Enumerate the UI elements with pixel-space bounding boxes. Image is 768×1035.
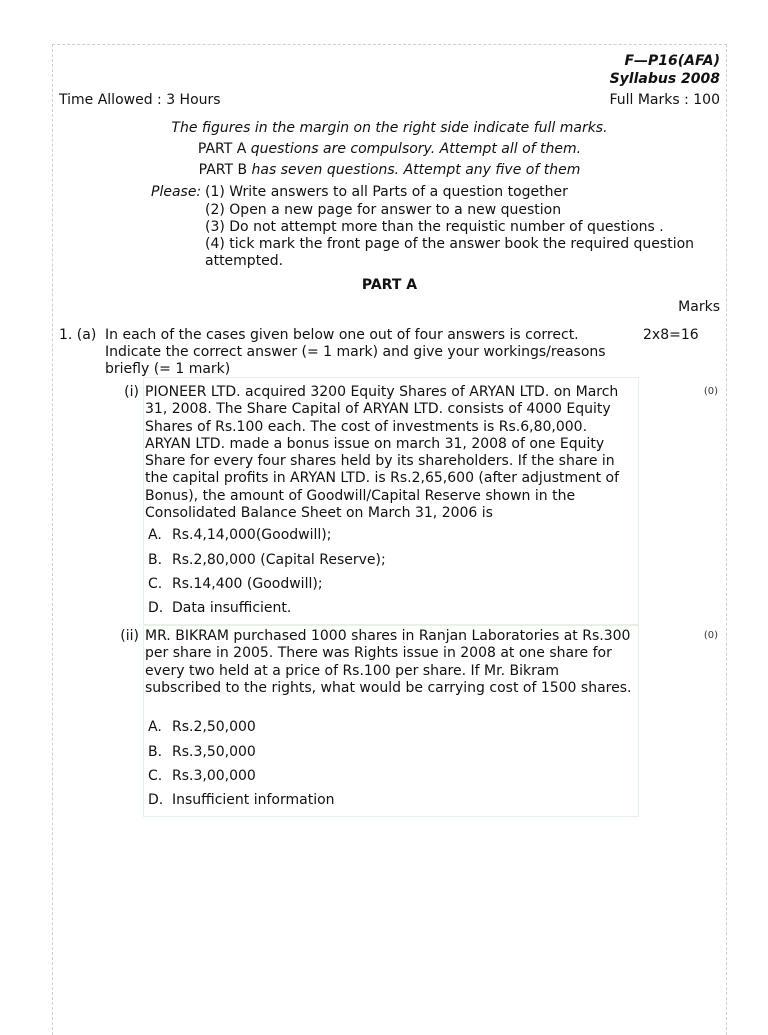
option-item [148, 552, 386, 568]
option-text: Rs.14,400 (Goodwill); [172, 576, 323, 592]
subquestion-text: PIONEER LTD. acquired 3200 Equity Shares of ARYAN LTD. on March 31, 2008. The Share Capital of ARYAN LTD. consists of 4000 Equity Shares of Rs.100 each. The cost of investments is Rs.6,80,000. ARYAN LTD. made a bonus issue on march 31, 2008 of one Equity Share for every four shares held by its shareholders. If the share in the capital profits in ARYAN LTD. is Rs.2,65,600 (after adjustment of Bonus), the amount of Goodwill/Capital Reserve shown in the Consolidated Balance Sheet on March 31, 2006 is [145, 384, 620, 522]
please-item: (4) tick mark the front page of the answer book the required question [205, 236, 695, 252]
syllabus-label: Syllabus 2008 [609, 71, 720, 87]
question-marks: 2x8=16 [643, 327, 699, 343]
question-number: 1. (a) [59, 327, 97, 343]
paper-code: F—P16(AFA) [624, 53, 720, 69]
marks-column-label: Marks [678, 299, 720, 315]
option-item [148, 768, 256, 784]
instruction-line-2 [53, 141, 726, 157]
option-item [148, 744, 256, 760]
option-item [148, 576, 323, 592]
option-text: Data insufficient. [172, 600, 292, 616]
option-key: D. [148, 600, 164, 616]
option-item [148, 719, 256, 735]
option-key: A. [148, 719, 162, 735]
option-text: Insufficient information [172, 792, 335, 808]
please-item: attempted. [205, 253, 284, 269]
please-item: (3) Do not attempt more than the requistic number of questions . [205, 219, 664, 235]
subquestion-number: (i) [124, 384, 139, 400]
option-key: C. [148, 768, 163, 784]
instruction-line-3-text: has seven questions. Attempt any five of them [247, 162, 581, 178]
instruction-line-2-text: questions are compulsory. Attempt all of them. [246, 141, 582, 157]
option-key: B. [148, 744, 163, 760]
please-item: (2) Open a new page for answer to a new question [205, 202, 562, 218]
option-key: D. [148, 792, 164, 808]
part-a-ref: PART A [197, 141, 247, 157]
time-allowed: Time Allowed : 3 Hours [59, 92, 221, 108]
subquestion-marks: (0) [703, 386, 718, 397]
option-text: Rs.3,50,000 [172, 744, 256, 760]
option-item [148, 527, 331, 543]
please-item: (1) Write answers to all Parts of a question together [205, 184, 568, 200]
subquestion-number: (ii) [120, 628, 139, 644]
option-key: B. [148, 552, 163, 568]
subquestion-marks: (0) [703, 630, 718, 641]
instruction-line-1: The figures in the margin on the right side indicate full marks. [171, 120, 608, 136]
part-a-heading: PART A [361, 277, 418, 293]
exam-page [52, 44, 727, 1035]
subquestion-text: MR. BIKRAM purchased 1000 shares in Ranjan Laboratories at Rs.300 per share in 2005. There was Rights issue in 2008 at one share for every two held at a price of Rs.100 per share. If Mr. Bikram subscribed to the rights, what would be carrying cost of 1500 shares. [145, 628, 632, 696]
part-b-ref: PART B [198, 162, 248, 178]
full-marks: Full Marks : 100 [609, 92, 720, 108]
instruction-line-3 [53, 162, 726, 178]
option-item [148, 792, 335, 808]
option-text: Rs.3,00,000 [172, 768, 256, 784]
please-label: Please: [151, 184, 202, 200]
option-key: A. [148, 527, 162, 543]
option-text: Rs.4,14,000(Goodwill); [172, 527, 332, 543]
option-text: Rs.2,80,000 (Capital Reserve); [172, 552, 386, 568]
option-item [148, 600, 291, 616]
option-text: Rs.2,50,000 [172, 719, 256, 735]
option-key: C. [148, 576, 163, 592]
question-text: In each of the cases given below one out of four answers is correct. Indicate the correct answer (= 1 mark) and give your workings/reasons briefly (= 1 mark) [105, 327, 606, 377]
